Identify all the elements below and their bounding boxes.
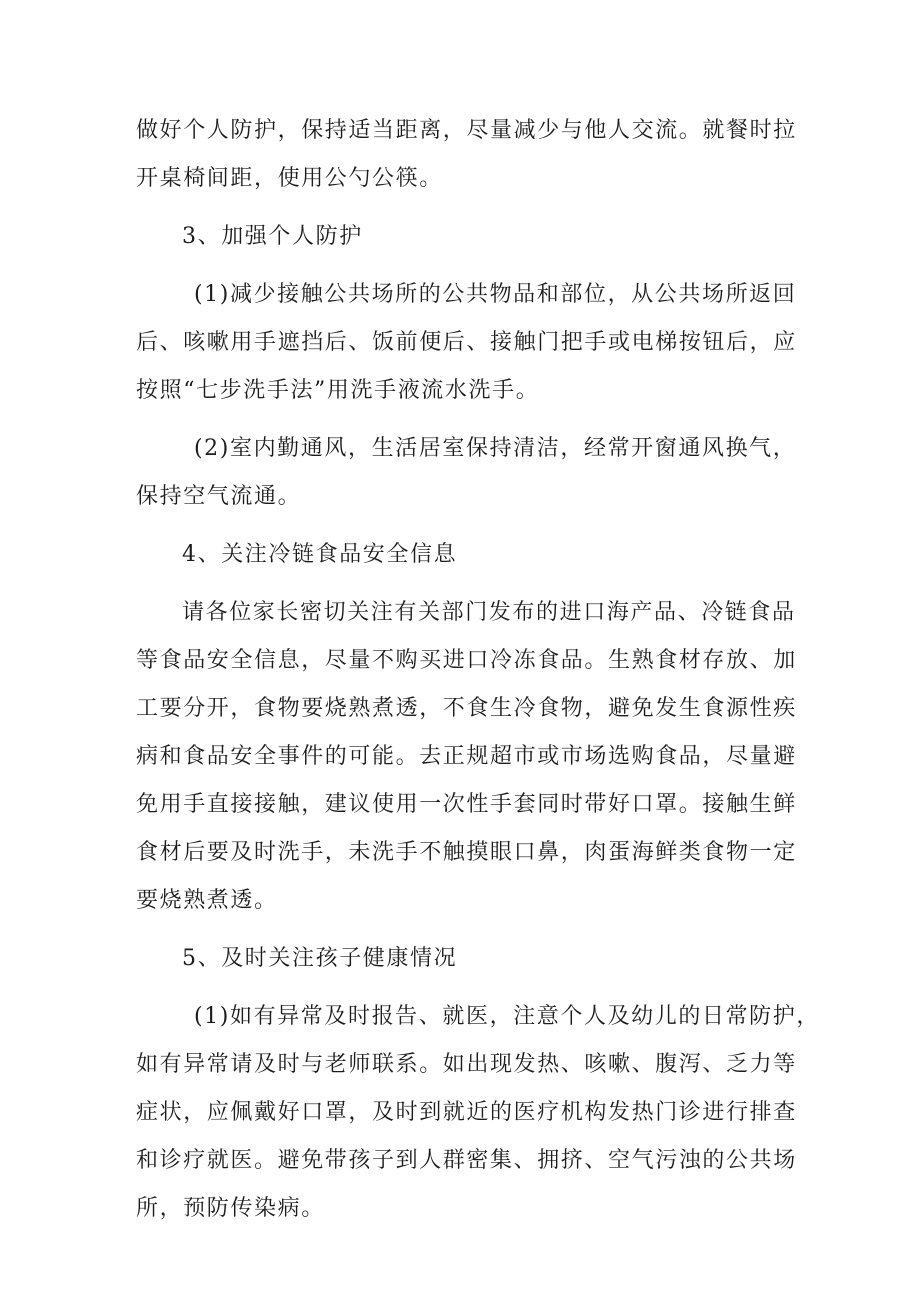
text-line: 按照“七步洗手法”用洗手液流水洗手。 <box>136 378 540 403</box>
text-line: 食材后要及时洗手，未洗手不触摸眼口鼻，肉蛋海鲜类食物一定 <box>136 840 797 865</box>
paragraph-spacer <box>136 925 792 935</box>
text-line: 3、加强个人防护 <box>182 224 363 249</box>
text-line: 后、咳嗽用手遮挡后、饭前便后、接触门把手或电梯按钮后，应 <box>136 330 797 355</box>
text-line: 保持空气流通。 <box>136 484 302 509</box>
section-heading <box>136 935 792 983</box>
document-body <box>136 107 820 1233</box>
text-line: 等食品安全信息，尽量不购买进口冷冻食品。生熟食材存放、加 <box>136 648 797 673</box>
text-line: 如有异常请及时与老师联系。如出现发热、咳嗽、腹泻、乏力等 <box>136 1052 797 1077</box>
body-paragraph <box>136 589 797 925</box>
list-item-paragraph <box>136 425 797 521</box>
text-line: (1)如有异常及时报告、就医，注意个人及幼儿的日常防护， <box>194 1004 820 1029</box>
text-line: 5、及时关注孩子健康情况 <box>182 946 458 971</box>
paragraph-spacer <box>136 521 792 531</box>
text-line: 要烧熟煮透。 <box>136 888 278 913</box>
body-paragraph <box>136 107 797 203</box>
paragraph-spacer <box>136 203 792 213</box>
text-line: 免用手直接接触，建议使用一次性手套同时带好口罩。接触生鲜 <box>136 792 797 817</box>
text-line: 病和食品安全事件的可能。去正规超市或市场选购食品，尽量避 <box>136 744 797 769</box>
section-heading <box>136 213 792 261</box>
list-item-paragraph <box>136 993 820 1233</box>
text-line: 请各位家长密切关注有关部门发布的进口海产品、冷链食品 <box>182 600 796 625</box>
text-line: 工要分开，食物要烧熟煮透，不食生冷食物，避免发生食源性疾 <box>136 696 797 721</box>
text-line: (2)室内勤通风，生活居室保持清洁，经常开窗通风换气， <box>194 436 797 461</box>
text-line: (1)减少接触公共场所的公共物品和部位，从公共场所返回 <box>194 282 797 307</box>
section-heading <box>136 531 792 579</box>
text-line: 开桌椅间距，使用公勺公筷。 <box>136 166 443 191</box>
text-line: 4、关注冷链食品安全信息 <box>182 542 458 567</box>
text-line: 症状，应佩戴好口罩，及时到就近的医疗机构发热门诊进行排查 <box>136 1100 797 1125</box>
paragraph-spacer <box>136 579 792 589</box>
paragraph-spacer <box>136 415 792 425</box>
paragraph-spacer <box>136 261 792 271</box>
text-line: 和诊疗就医。避免带孩子到人群密集、拥挤、空气污浊的公共场 <box>136 1148 797 1173</box>
list-item-paragraph <box>136 271 797 415</box>
paragraph-spacer <box>136 983 792 993</box>
text-line: 所，预防传染病。 <box>136 1196 325 1221</box>
text-line: 做好个人防护，保持适当距离，尽量减少与他人交流。就餐时拉 <box>136 118 797 143</box>
